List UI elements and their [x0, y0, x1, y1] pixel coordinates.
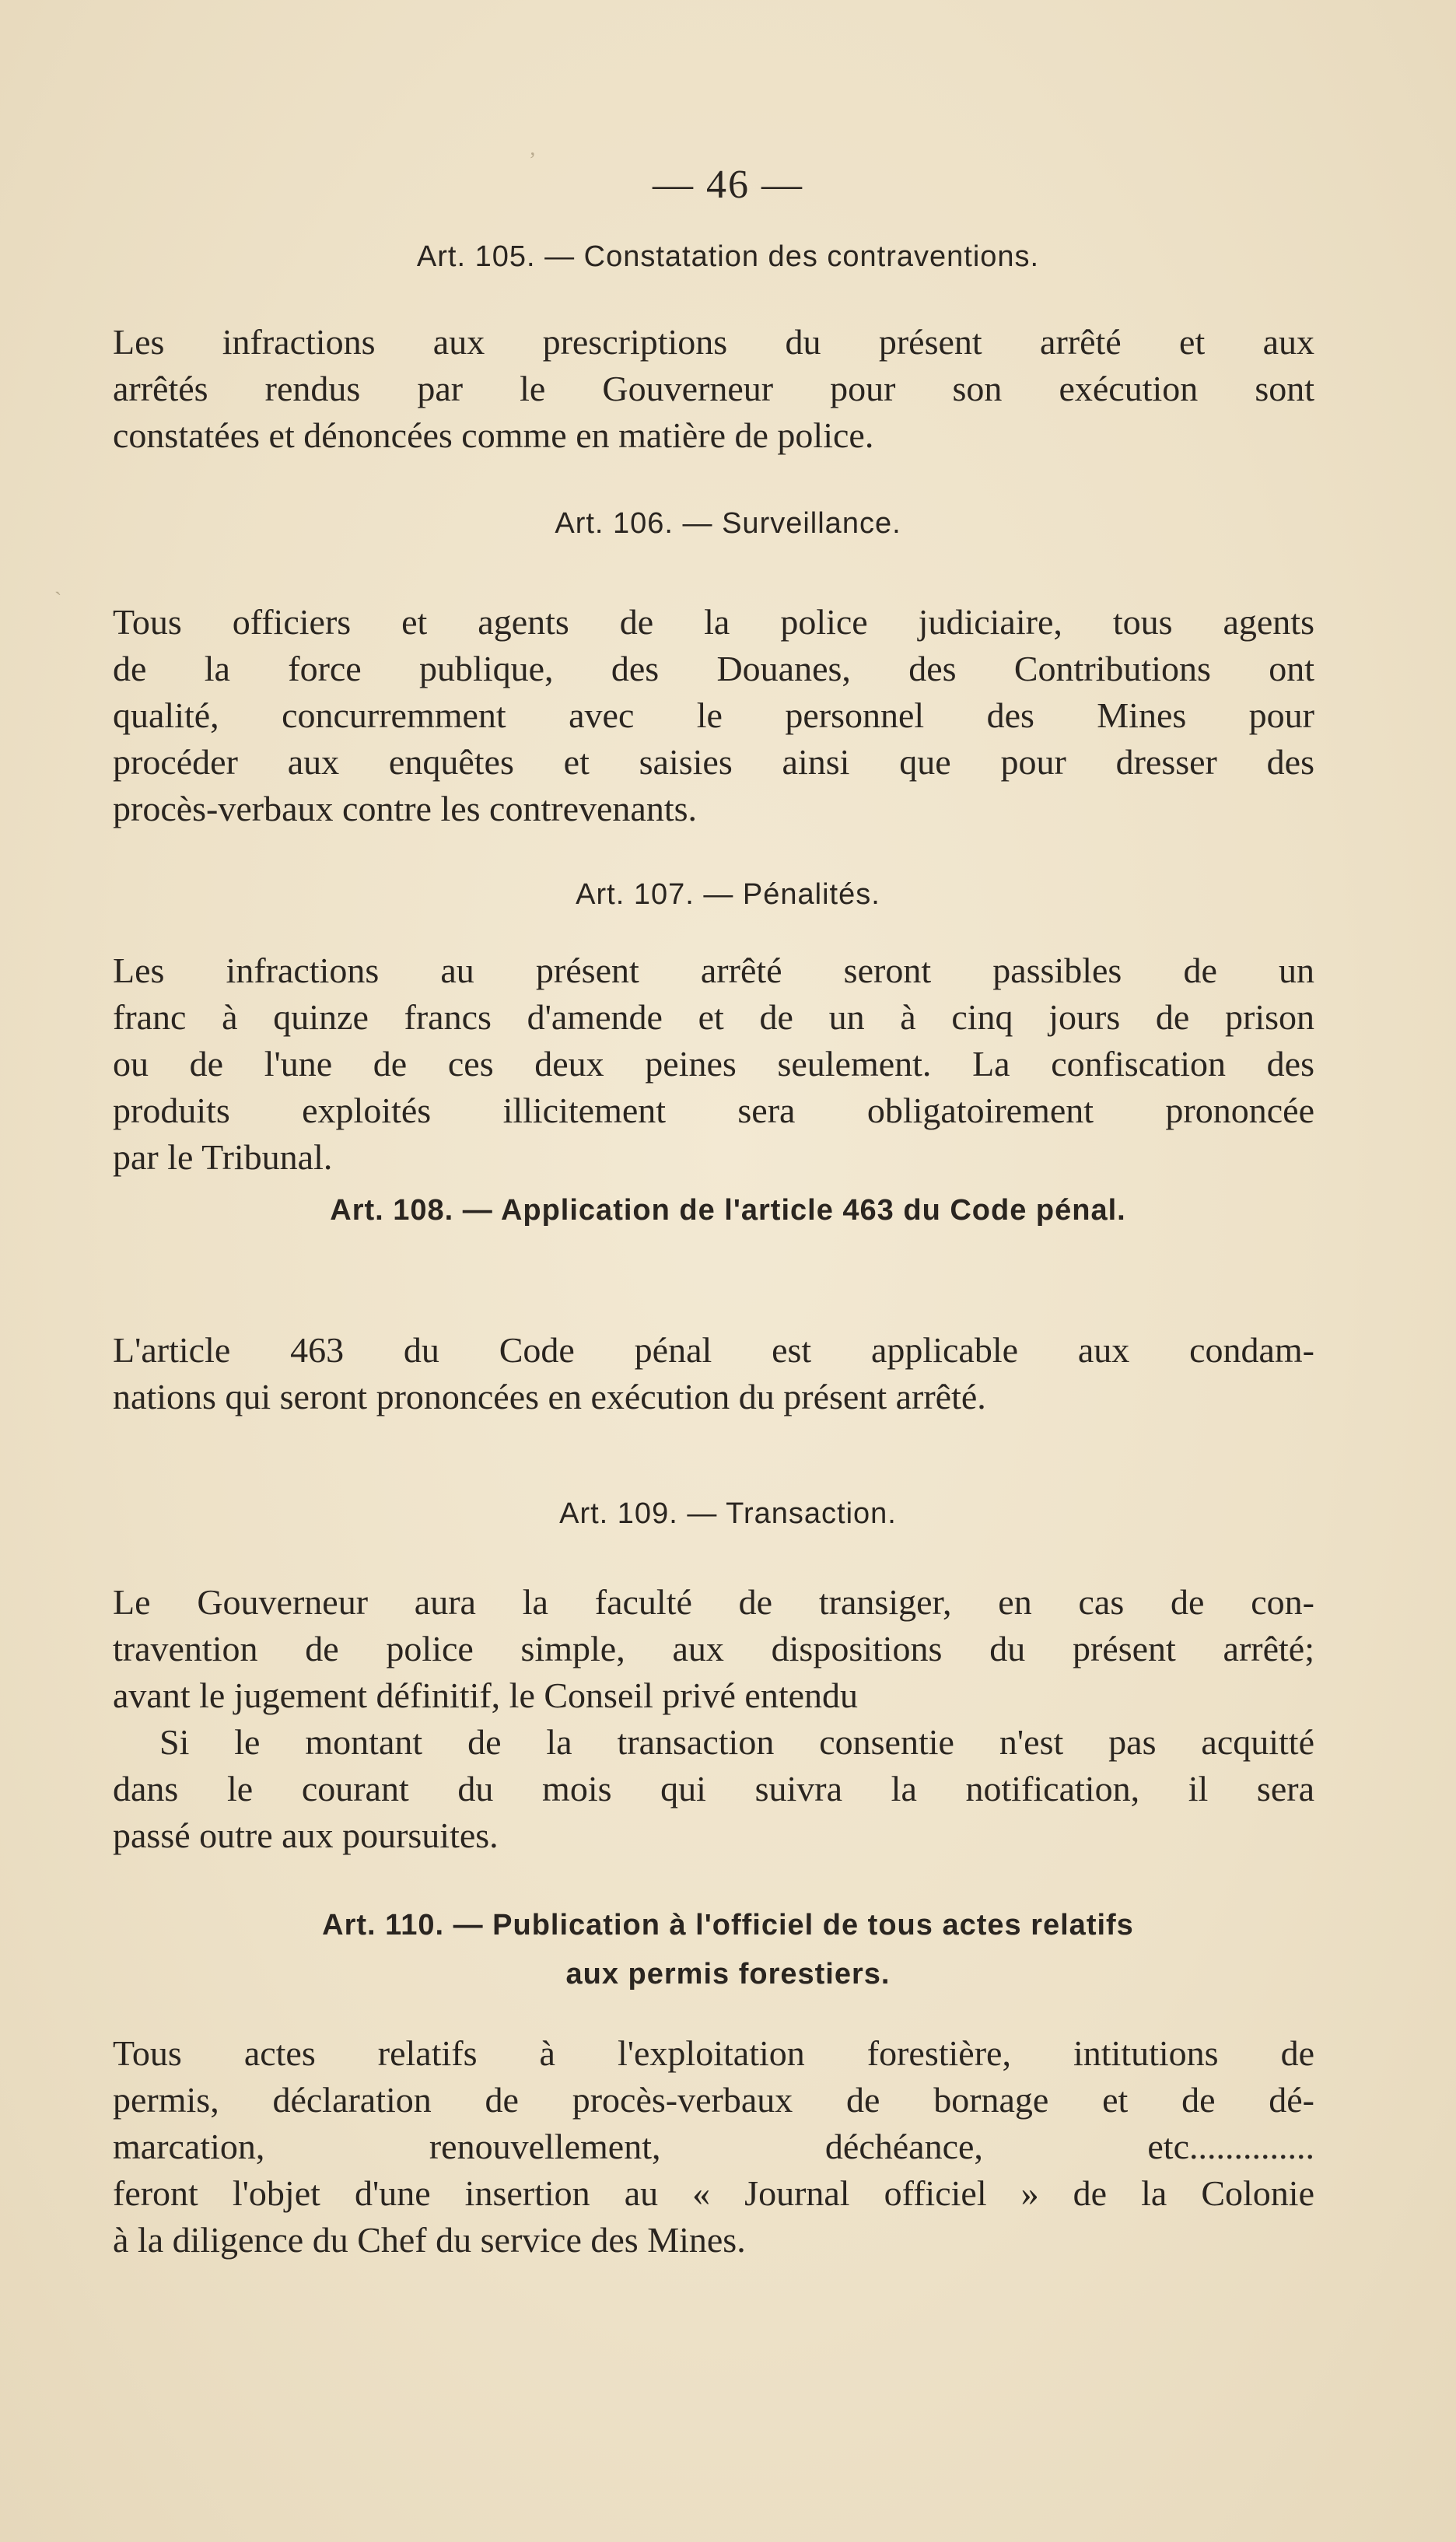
article-108-text [113, 1327, 1314, 1420]
paper-speck: ‚ [529, 136, 537, 160]
text-line: qualité, concurremment avec le personnel des Mines pour [113, 695, 1314, 735]
article-107-heading: Art. 107. — Pénalités. [576, 878, 880, 911]
page-number: — 46 — [653, 163, 803, 207]
article-109-text [113, 1579, 1314, 1859]
text-line: produits exploités illicitement sera obligatoirement prononcée [113, 1091, 1314, 1130]
article-105-text [113, 319, 1314, 459]
text-line: Les infractions au présent arrêté seront passibles de un [113, 951, 1314, 990]
text-line: feront l'objet d'une insertion au « Journal officiel » de la Colonie [113, 2173, 1314, 2213]
text-line: par le Tribunal. [113, 1137, 333, 1177]
text-line: Le Gouverneur aura la faculté de transiger, en cas de con- [113, 1582, 1314, 1622]
text-line: Tous actes relatifs à l'exploitation forestière, intitutions de [113, 2033, 1314, 2073]
article-105-heading: Art. 105. — Constatation des contraventions. [416, 240, 1040, 273]
article-110-heading-line-1: Art. 110. — Publication à l'officiel de tous actes relatifs [322, 1909, 1134, 1942]
text-line: de la force publique, des Douanes, des Contributions ont [113, 649, 1314, 688]
article-107-text [113, 947, 1314, 1181]
article-110-text [113, 2030, 1314, 2264]
text-line: nations qui seront prononcées en exécution du présent arrêté. [113, 1377, 986, 1416]
article-106-text [113, 599, 1314, 832]
text-line: à la diligence du Chef du service des Mines. [113, 2220, 746, 2260]
text-line: procès-verbaux contre les contrevenants. [113, 789, 698, 828]
article-110-heading-line-2: aux permis forestiers. [565, 1958, 891, 1991]
text-line: constatées et dénoncées comme en matière de police. [113, 415, 874, 455]
text-line: franc à quinze francs d'amende et de un à cinq jours de prison [113, 997, 1314, 1037]
text-line: ou de l'une de ces deux peines seulement. La confiscation des [113, 1044, 1314, 1084]
text-line: arrêtés rendus par le Gouverneur pour son exécution sont [113, 369, 1314, 408]
article-106-heading: Art. 106. — Surveillance. [555, 507, 901, 540]
text-line: travention de police simple, aux dispositions du présent arrêté; [113, 1629, 1314, 1668]
text-line: Si le montant de la transaction consentie n'est pas acquitté [159, 1722, 1314, 1762]
text-line: avant le jugement définitif, le Conseil privé entendu [113, 1675, 859, 1715]
text-line: L'article 463 du Code pénal est applicable aux condam- [113, 1330, 1314, 1370]
text-line: Tous officiers et agents de la police judiciaire, tous agents [113, 602, 1314, 642]
text-line: procéder aux enquêtes et saisies ainsi que pour dresser des [113, 742, 1314, 782]
text-line: permis, déclaration de procès-verbaux de bornage et de dé- [113, 2080, 1314, 2120]
text-line: passé outre aux poursuites. [113, 1815, 499, 1855]
text-line: Les infractions aux prescriptions du présent arrêté et aux [113, 322, 1314, 362]
article-108-heading: Art. 108. — Application de l'article 463 du Code pénal. [330, 1194, 1126, 1227]
article-109-heading: Art. 109. — Transaction. [559, 1497, 897, 1530]
paper-speck: ˏ [54, 572, 62, 596]
text-line: marcation, renouvellement, déchéance, etc.............. [113, 2127, 1314, 2166]
text-line: dans le courant du mois qui suivra la notification, il sera [113, 1769, 1314, 1808]
